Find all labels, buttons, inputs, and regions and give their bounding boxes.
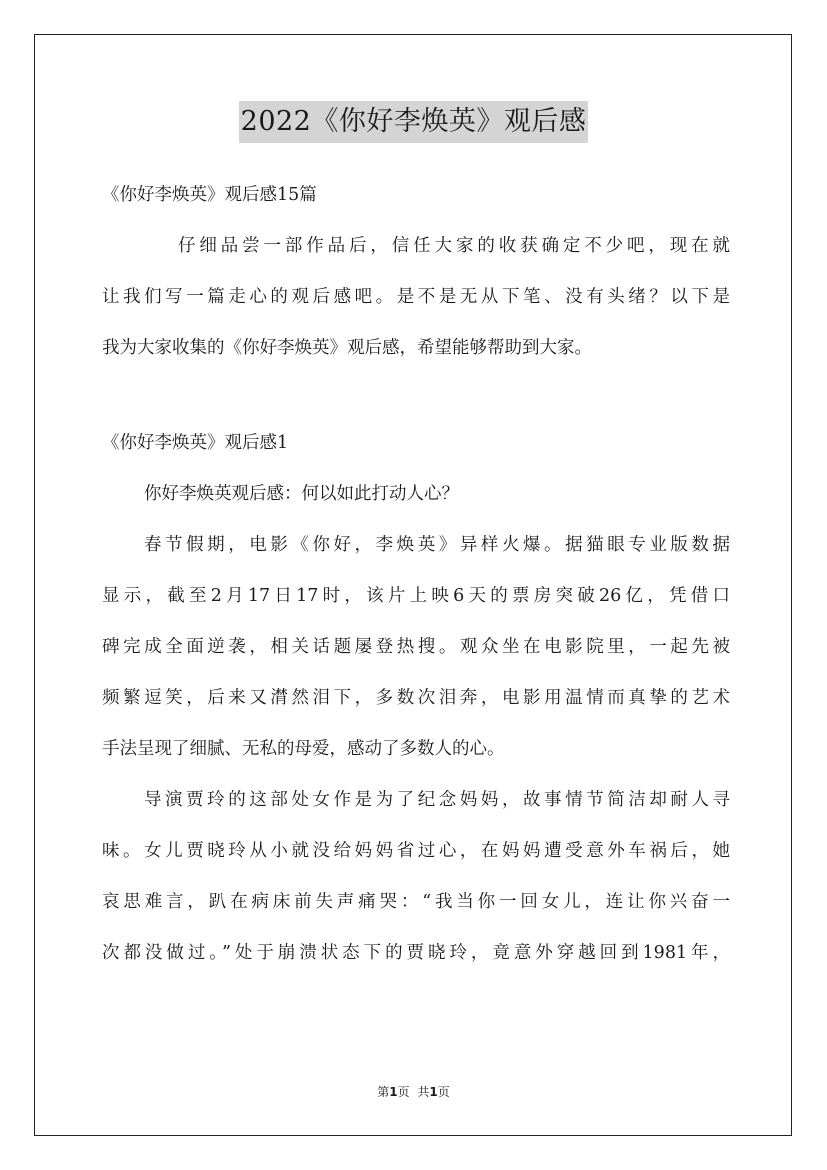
document-body [102, 178, 730, 987]
total-suffix: 页 [437, 1085, 450, 1099]
spacer [102, 382, 730, 426]
paragraph-line: 次都没做过。”处于崩溃状态下的贾晓玲，竟意外穿越回到1981年， [102, 943, 730, 963]
page-suffix: 页 [397, 1085, 410, 1099]
page-footer [0, 1083, 827, 1100]
paragraph-line: 春节假期，电影《你好，李焕英》异样火爆。据猫眼专业版数据 [144, 535, 730, 555]
intro-line: 我为大家收集的《你好李焕英》观后感，希望能够帮助到大家。 [102, 338, 592, 358]
total-prefix: 共 [417, 1085, 430, 1099]
section-subheading: 你好李焕英观后感：何以如此打动人心？ [144, 484, 459, 504]
page-prefix: 第 [377, 1085, 390, 1099]
total-pages: 1 [429, 1085, 438, 1099]
page-number: 1 [389, 1085, 398, 1099]
document-title-text: 2022《你好李焕英》观后感 [239, 101, 589, 143]
paragraph-line: 频繁逗笑，后来又潸然泪下，多数次泪奔，电影用温情而真挚的艺术 [102, 688, 730, 708]
document-title [0, 100, 827, 143]
paragraph-line: 手法呈现了细腻、无私的母爱，感动了多数人的心。 [102, 739, 505, 759]
paragraph-line: 显示，截至2月17日17时，该片上映6天的票房突破26亿，凭借口 [102, 586, 730, 606]
paragraph-line: 导演贾玲的这部处女作是为了纪念妈妈，故事情节简洁却耐人寻 [144, 790, 730, 810]
paragraph-line: 碑完成全面逆袭，相关话题屡登热搜。观众坐在电影院里，一起先被 [102, 637, 730, 657]
intro-line: 仔细品尝一部作品后，信任大家的收获确定不少吧，现在就 [178, 236, 730, 256]
subtitle: 《你好李焕英》观后感15篇 [102, 185, 317, 205]
section-heading: 《你好李焕英》观后感1 [102, 433, 289, 453]
intro-line: 让我们写一篇走心的观后感吧。是不是无从下笔、没有头绪？以下是 [102, 287, 730, 307]
paragraph-line: 味。女儿贾晓玲从小就没给妈妈省过心，在妈妈遭受意外车祸后，她 [102, 841, 730, 861]
paragraph-line: 哀思难言，趴在病床前失声痛哭：“我当你一回女儿，连让你兴奋一 [102, 892, 730, 912]
